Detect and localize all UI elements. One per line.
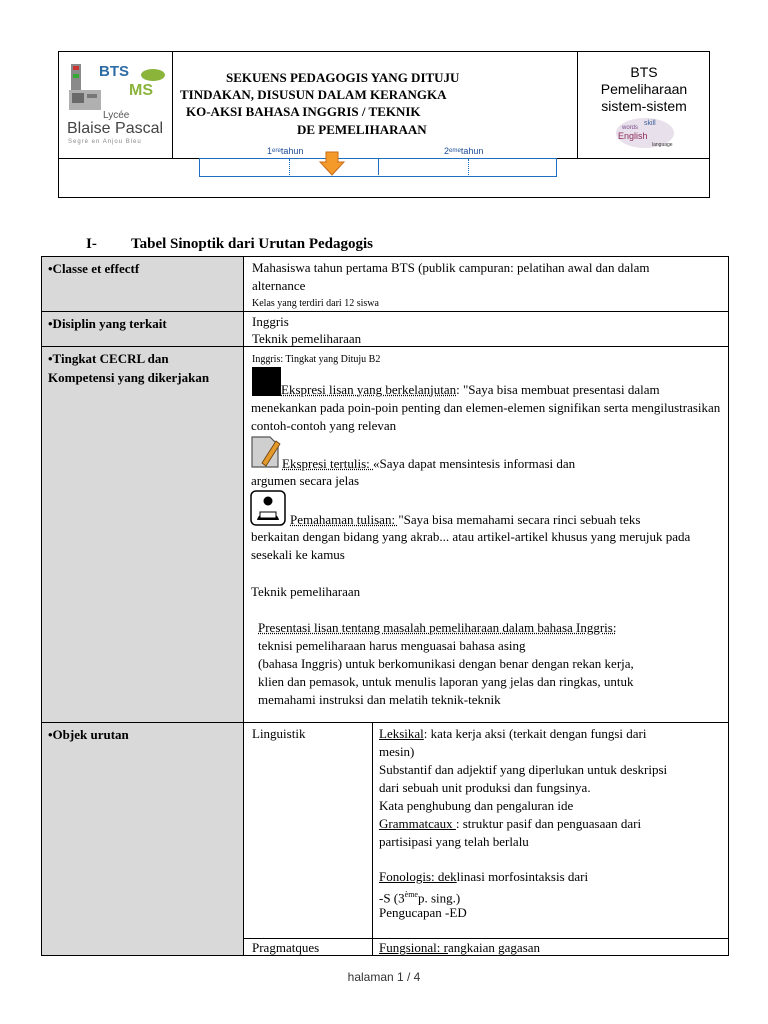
bts-line-2: Pemeliharaan bbox=[600, 81, 688, 97]
row3-reading-line-3: sesekali ke kamus bbox=[251, 547, 345, 562]
leksikal-line-2: mesin) bbox=[379, 744, 415, 759]
table-row bbox=[41, 346, 729, 723]
svg-text:skill: skill bbox=[644, 120, 656, 127]
title-line-2: TINDAKAN, DISUSUN DALAM KERANGKA bbox=[180, 87, 447, 102]
row3-oral-line-3: contoh-contoh yang relevan bbox=[251, 418, 397, 433]
title-line-3: KO-AKSI BAHASA INGGRIS / TEKNIK bbox=[186, 104, 421, 119]
logo-ms-text: MS bbox=[129, 82, 153, 99]
row3-presentation-line-4: memahami instruksi dan melatih teknik-teknik bbox=[258, 692, 501, 707]
row3-reading-line-2: berkaitan dengan bidang yang akrab... atau artikel-artikel khusus yang merujuk pada bbox=[251, 529, 691, 544]
row3-presentation-line-1: teknisi pemeliharaan harus menguasai bahasa asing bbox=[258, 638, 526, 653]
reading-icon bbox=[250, 490, 286, 526]
synoptic-table bbox=[41, 256, 729, 956]
fonologis-s-line: -S (3èmep. sing.) bbox=[379, 890, 461, 906]
leksikal-line-5: Kata penghubung dan pengaluran ide bbox=[379, 798, 574, 813]
row-label-cecrl: •Tingkat CECRL dan Kompetensi yang dikerjakan bbox=[48, 351, 210, 385]
column-divider bbox=[372, 723, 373, 955]
header-title bbox=[172, 52, 577, 158]
year-1-label: 1ᵉʳᵉtahun bbox=[267, 146, 304, 156]
speaking-icon bbox=[252, 367, 281, 396]
row3-written: Ekspresi tertulis: «Saya dapat mensintesis informasi dan bbox=[282, 456, 576, 471]
row3-oral-line-2: menekankan pada poin-poin penting dan elemen-elemen signifikan serta mengilustrasikan bbox=[251, 400, 721, 415]
logo-school-name: Blaise Pascal bbox=[67, 120, 164, 137]
section-number: I- bbox=[86, 236, 97, 252]
down-arrow-icon bbox=[319, 151, 345, 177]
fungsional-text: Fungsional: rangkaian gagasan bbox=[379, 940, 541, 955]
bts-line-3: sistem-sistem bbox=[601, 98, 687, 114]
fonologis-ed-line: Pengucapan -ED bbox=[379, 905, 467, 920]
linguistik-label: Linguistik bbox=[252, 726, 306, 741]
row2-text-2: Teknik pemeliharaan bbox=[252, 331, 362, 346]
page-footer: halaman 1 / 4 bbox=[347, 970, 421, 984]
school-logo bbox=[59, 52, 173, 158]
grammar-line-2: partisipasi yang telah berlalu bbox=[379, 834, 529, 849]
pragmatiques-label: Pragmatques bbox=[252, 940, 320, 955]
logo-tagline: Segré en Anjou Bleu bbox=[68, 139, 142, 145]
year-2-label: 2ᵉᵐᵉtahun bbox=[444, 146, 484, 156]
bts-box bbox=[577, 52, 710, 158]
row1-text-3: Kelas yang terdiri dari 12 siswa bbox=[252, 298, 379, 309]
word-cloud-language: language bbox=[652, 142, 673, 148]
bts-line-1: BTS bbox=[630, 64, 658, 80]
row3-presentation-title: Presentasi lisan tentang masalah pemeliharaan dalam bahasa Inggris: bbox=[258, 620, 617, 635]
year-timeline bbox=[199, 158, 557, 177]
title-line-4: DE PEMELIHARAAN bbox=[297, 122, 427, 137]
row3-written-line-2: argumen secara jelas bbox=[251, 473, 360, 488]
table-row bbox=[41, 256, 729, 312]
row-label-class: •Classe et effectf bbox=[48, 261, 140, 276]
section-heading bbox=[86, 236, 373, 253]
row3-target-level: Inggris: Tingkat yang Dituju B2 bbox=[252, 354, 381, 365]
row-label-object: •Objek urutan bbox=[48, 727, 129, 742]
row3-reading: Pemahaman tulisan: "Saya bisa memahami secara rinci sebuah teks bbox=[290, 512, 641, 527]
leksikal-line-3: Substantif dan adjektif yang diperlukan untuk deskripsi bbox=[379, 762, 668, 777]
document-header bbox=[58, 51, 710, 198]
table-row bbox=[41, 722, 729, 956]
row1-text-2: alternance bbox=[252, 278, 306, 293]
row3-presentation-line-3: klien dan pemasok, untuk menulis laporan yang jelas dan ringkas, untuk bbox=[258, 674, 634, 689]
row2-text-1: Inggris bbox=[252, 314, 289, 329]
svg-text:words: words bbox=[622, 125, 639, 131]
title-line-1: SEKUENS PEDAGOGIS YANG DITUJU bbox=[226, 70, 460, 85]
row3-oral: Ekspresi lisan yang berkelanjutan: "Saya bisa membuat presentasi dalam bbox=[281, 382, 660, 397]
leksikal-text: Leksikal: kata kerja aksi (terkait dengan fungsi dari bbox=[379, 726, 647, 741]
row3-presentation-line-2: (bahasa Inggris) untuk berkomunikasi dengan benar dengan rekan kerja, bbox=[258, 656, 634, 671]
leksikal-line-4: dari sebuah unit produksi dan fungsinya. bbox=[379, 780, 591, 795]
writing-icon bbox=[250, 435, 282, 469]
grammar-text: Grammatcaux : struktur pasif dan penguasaan dari bbox=[379, 816, 642, 831]
logo-lycee-text: Lycée bbox=[103, 110, 130, 121]
row1-text-1: Mahasiswa tahun pertama BTS (publik campuran: pelatihan awal dan dalam bbox=[252, 260, 650, 275]
word-cloud-english: English bbox=[618, 131, 648, 141]
logo-bts-text: BTS bbox=[99, 63, 129, 80]
fonologis-text: Fonologis: deklinasi morfosintaksis dari bbox=[379, 869, 589, 884]
section-title: Tabel Sinoptik dari Urutan Pedagogis bbox=[131, 236, 373, 252]
word-cloud-image bbox=[614, 115, 676, 151]
machine-icon bbox=[67, 62, 103, 114]
row3-tech-heading: Teknik pemeliharaan bbox=[251, 584, 361, 599]
row-label-discipline: •Disiplin yang terkait bbox=[48, 316, 167, 331]
table-row bbox=[41, 311, 729, 347]
